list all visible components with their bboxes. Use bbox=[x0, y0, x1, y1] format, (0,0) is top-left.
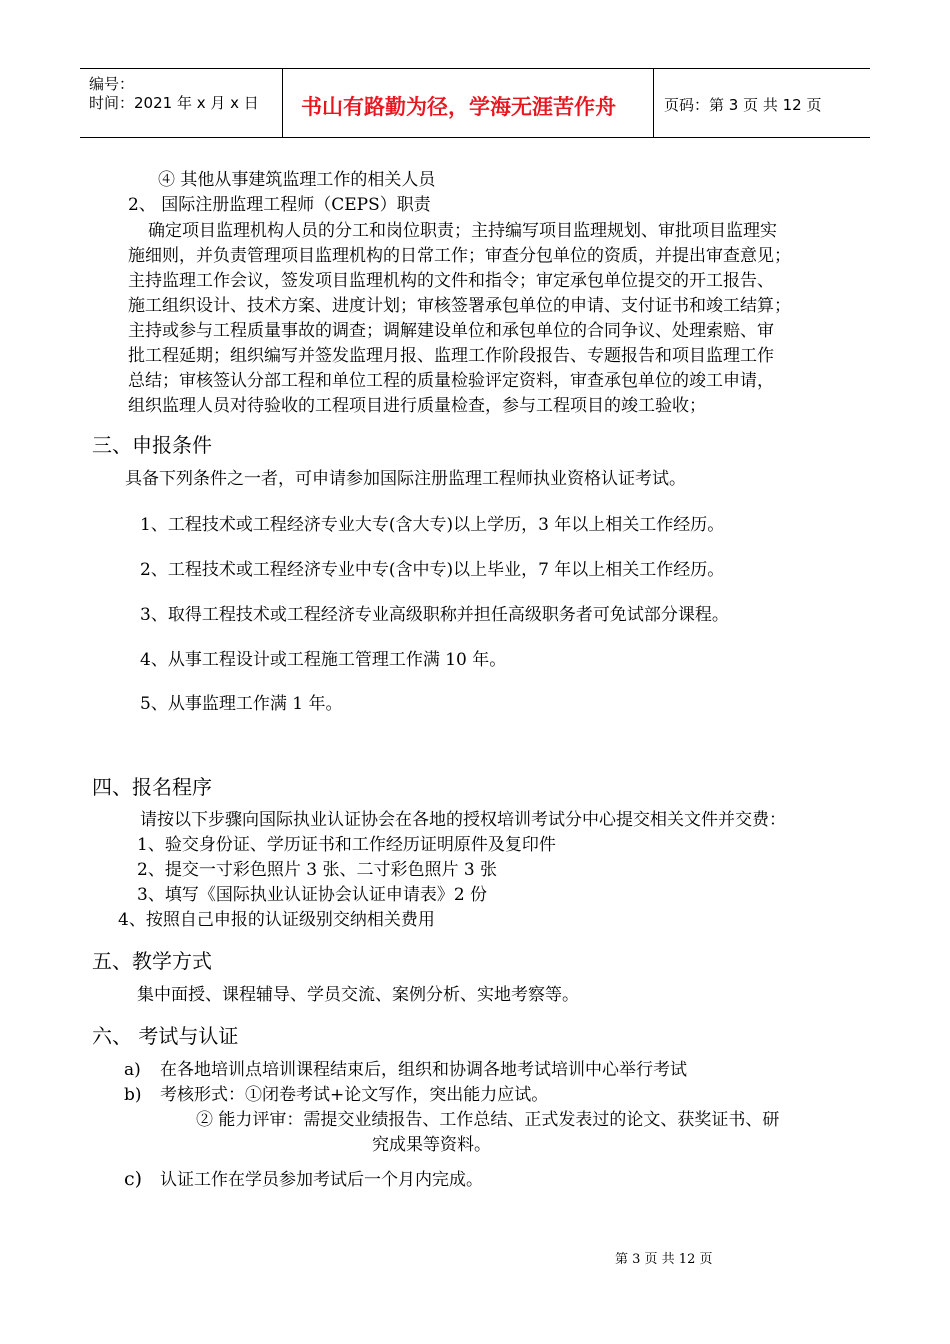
section4-title: 四、报名程序 bbox=[92, 775, 212, 799]
ceps-duty-line: 组织监理人员对待验收的工程项目进行质量检查，参与工程项目的竣工验收； bbox=[128, 396, 706, 416]
header-right-cell bbox=[654, 69, 870, 137]
page-label: 页码：第 3 页 共 12 页 bbox=[664, 96, 822, 114]
section6-a-text: 在各地培训点培训课程结束后，组织和协调各地考试培训中心举行考试 bbox=[160, 1060, 687, 1080]
time-label: 时间：2021 年 x 月 x 日 bbox=[89, 94, 259, 112]
section6-b-marker: b) bbox=[124, 1085, 142, 1105]
ceps-duty-line: 总结；审核签认分部工程和单位工程的质量检验评定资料，审查承包单位的竣工申请， bbox=[128, 371, 774, 391]
ceps-duty-line: 主持或参与工程质量事故的调查；调解建设单位和承包单位的合同争议、处理索赔、审 bbox=[128, 321, 774, 341]
section4-item: 1、验交身份证、学历证书和工作经历证明原件及复印件 bbox=[137, 835, 556, 855]
ceps-duty-line: 主持监理工作会议，签发项目监理机构的文件和指令；审定承包单位提交的开工报告、 bbox=[128, 271, 774, 291]
section6-a-marker: a) bbox=[124, 1060, 141, 1080]
page-footer: 第 3 页 共 12 页 bbox=[615, 1252, 713, 1267]
section3-item: 4、从事工程设计或工程施工管理工作满 10 年。 bbox=[140, 650, 507, 670]
section4-item: 2、提交一寸彩色照片 3 张、二寸彩色照片 3 张 bbox=[137, 860, 498, 880]
section3-intro: 具备下列条件之一者，可申请参加国际注册监理工程师执业资格认证考试。 bbox=[125, 469, 686, 489]
section3-title: 三、申报条件 bbox=[92, 433, 212, 457]
ceps-duty-line: 批工程延期；组织编写并签发监理月报、监理工作阶段报告、专题报告和项目监理工作 bbox=[128, 346, 774, 366]
section2-sub2-title: 2、 国际注册监理工程师（CEPS）职责 bbox=[128, 195, 431, 215]
section5-title: 五、教学方式 bbox=[92, 949, 212, 973]
ceps-duty-line: 施工组织设计、技术方案、进度计划；审核签署承包单位的申请、支付证书和竣工结算； bbox=[128, 296, 791, 316]
ceps-duty-line: 施细则，并负责管理项目监理机构的日常工作；审查分包单位的资质，并提出审查意见； bbox=[128, 246, 791, 266]
section3-item: 5、从事监理工作满 1 年。 bbox=[140, 694, 343, 714]
section6-c-marker: c) bbox=[124, 1168, 143, 1190]
section3-item: 3、取得工程技术或工程经济专业高级职称并担任高级职务者可免试部分课程。 bbox=[140, 605, 729, 625]
section6-b-text: 考核形式：①闭卷考试+论文写作，突出能力应试。 bbox=[160, 1085, 549, 1105]
page-header bbox=[80, 68, 870, 138]
ceps-duty-line: 确定项目监理机构人员的分工和岗位职责；主持编写项目监理规划、审批项目监理实 bbox=[148, 221, 777, 241]
section4-intro: 请按以下步骤向国际执业认证协会在各地的授权培训考试分中心提交相关文件并交费： bbox=[140, 810, 786, 830]
section6-c-text: 认证工作在学员参加考试后一个月内完成。 bbox=[160, 1170, 483, 1190]
header-left-cell bbox=[80, 69, 282, 137]
motto: 书山有路勤为径，学海无涯苦作舟 bbox=[301, 95, 616, 119]
section3-item: 1、工程技术或工程经济专业大专(含大专)以上学历，3 年以上相关工作经历。 bbox=[140, 515, 725, 535]
section3-item: 2、工程技术或工程经济专业中专(含中专)以上毕业，7 年以上相关工作经历。 bbox=[140, 560, 725, 580]
section6-title: 六、 考试与认证 bbox=[92, 1024, 239, 1048]
header-center-cell bbox=[282, 69, 654, 137]
number-label: 编号： bbox=[89, 75, 135, 93]
section6-b2-line1: ② 能力评审：需提交业绩报告、工作总结、正式发表过的论文、获奖证书、研 bbox=[196, 1110, 780, 1130]
section6-b2-line2: 究成果等资料。 bbox=[372, 1135, 491, 1155]
section4-item: 3、填写《国际执业认证协会认证申请表》2 份 bbox=[137, 885, 488, 905]
section2-item4: ④ 其他从事建筑监理工作的相关人员 bbox=[158, 170, 436, 190]
section4-item: 4、按照自己申报的认证级别交纳相关费用 bbox=[118, 910, 435, 930]
section5-text: 集中面授、课程辅导、学员交流、案例分析、实地考察等。 bbox=[137, 985, 579, 1005]
